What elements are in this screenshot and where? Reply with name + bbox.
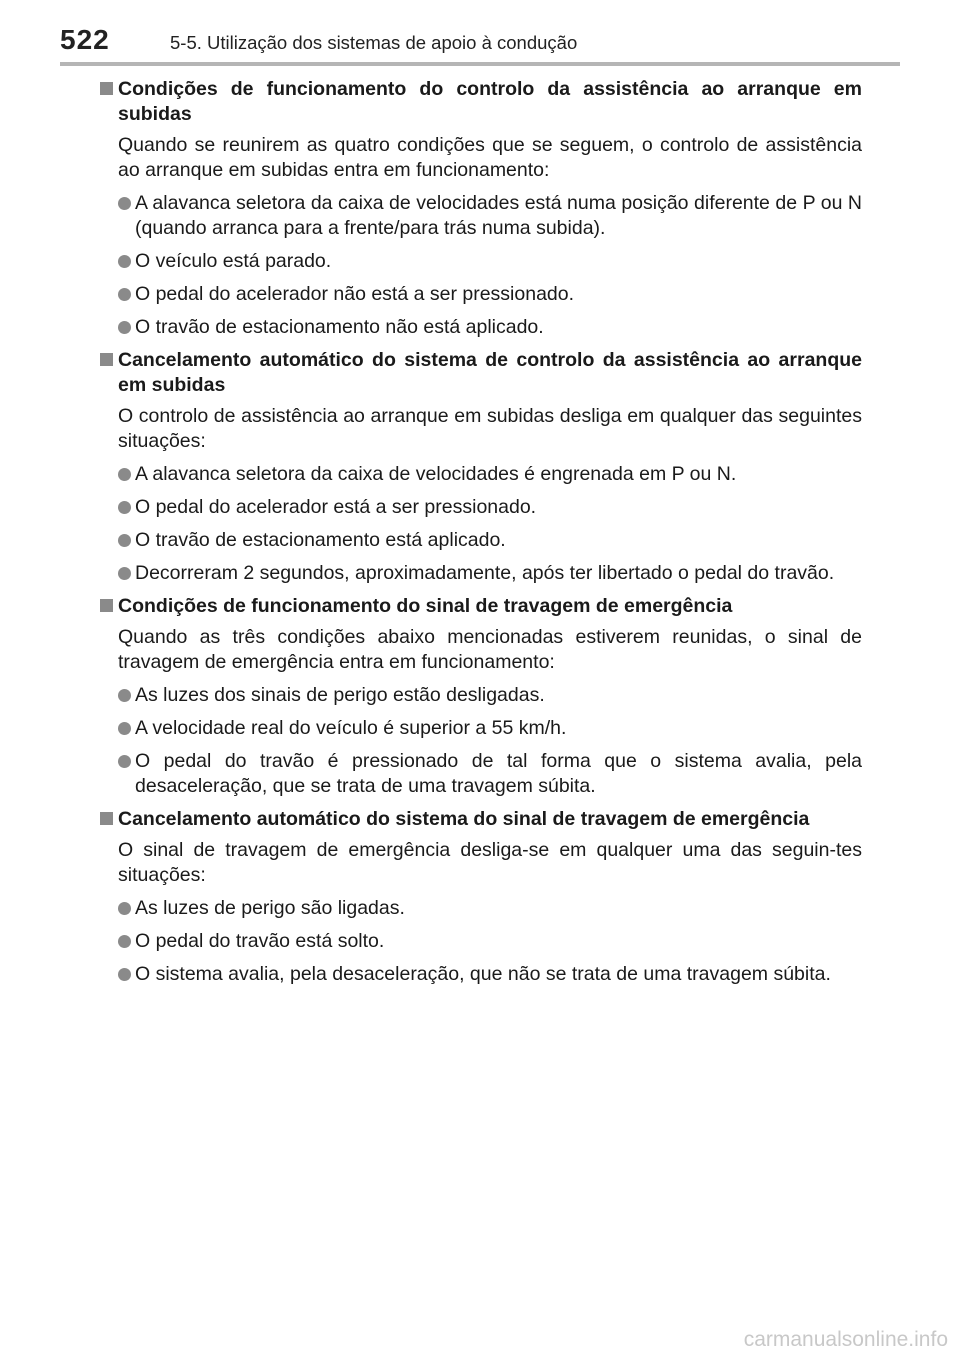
list-item-text: A alavanca seletora da caixa de velocidades está numa posição diferente de P ou N (quando arranca para a frente/para trás numa subida).	[135, 192, 862, 239]
list-item	[100, 315, 862, 340]
circle-bullet-icon	[118, 321, 131, 334]
circle-bullet-icon	[118, 722, 131, 735]
bullet-list	[100, 462, 862, 586]
list-item	[100, 282, 862, 307]
list-item	[100, 962, 862, 987]
list-item-text: As luzes de perigo são ligadas.	[135, 897, 405, 919]
list-item-text: O pedal do travão está solto.	[135, 930, 385, 952]
section-heading-text: Condições de funcionamento do sinal de travagem de emergência	[118, 595, 733, 617]
list-item-text: O sistema avalia, pela desaceleração, que não se trata de uma travagem súbita.	[135, 963, 831, 985]
section-intro: O sinal de travagem de emergência desliga-se em qualquer uma das seguin-tes situações:	[118, 839, 862, 886]
circle-bullet-icon	[118, 534, 131, 547]
list-item	[100, 929, 862, 954]
circle-bullet-icon	[118, 935, 131, 948]
circle-bullet-icon	[118, 197, 131, 210]
section-title: 5-5. Utilização dos sistemas de apoio à condução	[170, 32, 578, 53]
circle-bullet-icon	[118, 902, 131, 915]
watermark: carmanualsonline.info	[743, 1328, 948, 1351]
circle-bullet-icon	[118, 755, 131, 768]
list-item-text: O pedal do acelerador não está a ser pressionado.	[135, 283, 575, 305]
list-item-text: O pedal do travão é pressionado de tal forma que o sistema avalia, pela desaceleração, que se trata de uma travagem súbita.	[135, 750, 862, 797]
page-number: 522	[60, 24, 110, 55]
section-intro: Quando se reunirem as quatro condições que se seguem, o controlo de assistência ao arranque em subidas entra em funcionamento:	[118, 134, 862, 181]
list-item	[100, 249, 862, 274]
list-item-text: A velocidade real do veículo é superior a 55 km/h.	[135, 717, 567, 739]
section-emergency-signal-conditions	[100, 594, 862, 799]
section-hill-start-conditions	[100, 77, 862, 340]
list-item	[100, 495, 862, 520]
circle-bullet-icon	[118, 567, 131, 580]
list-item-text: O pedal do acelerador está a ser pressionado.	[135, 496, 537, 518]
square-bullet-icon	[100, 599, 113, 612]
list-item-text: O travão de estacionamento está aplicado.	[135, 529, 506, 551]
list-item-text: As luzes dos sinais de perigo estão desligadas.	[135, 684, 545, 706]
bullet-list	[100, 896, 862, 987]
circle-bullet-icon	[118, 288, 131, 301]
section-heading	[100, 807, 862, 832]
page-header	[60, 24, 900, 58]
circle-bullet-icon	[118, 501, 131, 514]
section-heading	[100, 77, 862, 127]
square-bullet-icon	[100, 82, 113, 95]
section-heading-text: Cancelamento automático do sistema de controlo da assistência ao arranque em subidas	[118, 349, 862, 396]
square-bullet-icon	[100, 812, 113, 825]
list-item	[100, 528, 862, 553]
list-item	[100, 896, 862, 921]
header-rule	[60, 62, 900, 66]
section-intro: Quando as três condições abaixo mencionadas estiverem reunidas, o sinal de travagem de emergência entra em funcionamento:	[118, 626, 862, 673]
list-item	[100, 749, 862, 799]
bullet-list	[100, 191, 862, 340]
circle-bullet-icon	[118, 255, 131, 268]
bullet-list	[100, 683, 862, 799]
circle-bullet-icon	[118, 689, 131, 702]
section-heading	[100, 594, 862, 619]
list-item	[100, 191, 862, 241]
section-heading-text: Condições de funcionamento do controlo da assistência ao arranque em subidas	[118, 78, 862, 125]
circle-bullet-icon	[118, 468, 131, 481]
list-item	[100, 683, 862, 708]
circle-bullet-icon	[118, 968, 131, 981]
list-item-text: O travão de estacionamento não está aplicado.	[135, 316, 544, 338]
section-intro: O controlo de assistência ao arranque em subidas desliga em qualquer das seguintes situações:	[118, 405, 862, 452]
square-bullet-icon	[100, 353, 113, 366]
list-item-text: O veículo está parado.	[135, 250, 332, 272]
page-content	[100, 77, 862, 987]
list-item	[100, 561, 862, 586]
section-hill-start-cancel	[100, 348, 862, 586]
section-heading	[100, 348, 862, 398]
section-emergency-signal-cancel	[100, 807, 862, 987]
section-heading-text: Cancelamento automático do sistema do sinal de travagem de emergência	[118, 808, 810, 830]
list-item-text: Decorreram 2 segundos, aproximadamente, após ter libertado o pedal do travão.	[135, 562, 835, 584]
list-item	[100, 462, 862, 487]
list-item	[100, 716, 862, 741]
list-item-text: A alavanca seletora da caixa de velocidades é engrenada em P ou N.	[135, 463, 737, 485]
